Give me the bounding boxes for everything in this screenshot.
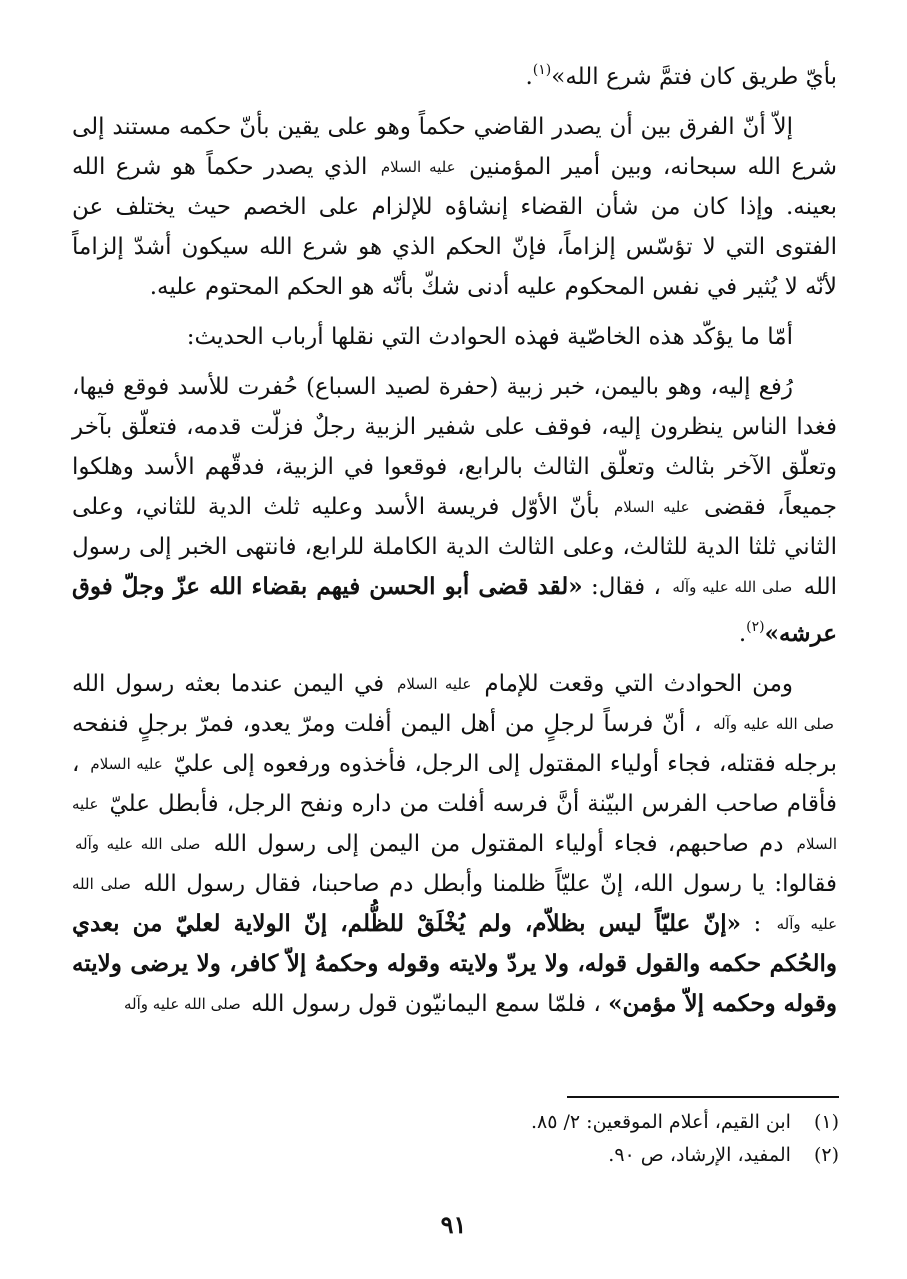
honorific-glyph: صلى الله عليه وآله — [713, 715, 834, 733]
honorific-glyph: عليه السلام — [397, 675, 472, 693]
page-number: ٩١ — [440, 1210, 467, 1239]
honorific-glyph: صلى الله عليه وآله — [124, 995, 241, 1013]
honorific-glyph: عليه السلام — [90, 755, 163, 773]
footnote-text: ابن القيم، أعلام الموقعين: ٢/ ٨٥. — [531, 1111, 791, 1133]
paragraph-horse-incident: ومن الحوادث التي وقعت للإمام عليه السلام في اليمن عندما بعثه رسول الله صلى الله عليه وآله ، أنّ فرساً لرجلٍ من أهل اليمن أفلت ومرّ يعدو، فمرّ برجلٍ فنفحه برجله فقتله، فجاء أولياء المقتول إلى الرجل، فأخذوه ورفعوه إلى عليّ عليه السلام ، فأقام صاحب الفرس البيّنة أنَّ فرسه أفلت من داره ونفح الرجل، فأبطل عليّ عليه السلام دم صاحبهم، فجاء أولياء المقتول من اليمن إلى رسول الله صلى الله عليه وآله فقالوا: يا رسول الله، إنّ عليّاً ظلمنا وأبطل دم صاحبنا، فقال رسول الله صلى الله عليه وآله : «إنّ عليّاً ليس بظلاّم، ولم يُخْلَقْ للظُّلم، إنّ الولاية لعليّ من بعدي والحُكم حكمه والقول قوله، ولا يردّ ولايته وقوله وحكمهُ إلاّ كافر، ولا يرضى ولايته وقوله وحكمه إلاّ مؤمن» ، فلمّا سمع اليمانيّون قول رسول الله صلى الله عليه وآله — [72, 671, 838, 1017]
footnote-item — [139, 1106, 839, 1139]
footnote-ref-2: (٢) — [746, 619, 765, 635]
honorific-glyph: عليه السلام — [614, 498, 690, 516]
paragraph-lion-pit: رُفع إليه، وهو باليمن، خبر زبية (حفرة لصيد السباع) حُفرت للأسد فوقع فيها، فغدا الناس ينظرون إليه، فوقف على شفير الزبية رجلٌ فزلّت قدمه، فتعلّق بآخر وتعلّق الآخر بثالث وتعلّق الثالث بالرابع، فوقعوا في الزبية، فدقّهم الأسد وهلكوا جميعاً، فقضى عليه السلام بأنّ الأوّل فريسة الأسد وعليه ثلث الدية للثاني، وعلى الثاني ثلثا الدية للثالث، وعلى الثالث الدية الكاملة للرابع، فانتهى الخبر إلى رسول الله صلى الله عليه وآله ، فقال: «لقد قضى أبو الحسن فيهم بقضاء الله عزّ وجلّ فوق عرشه»$^{(٢)}$. — [72, 374, 838, 647]
honorific-glyph: صلى الله عليه وآله — [672, 578, 793, 596]
prophet-quote: «لقد قضى أبو الحسن فيهم بقضاء الله عزّ وجلّ فوق عرشه» — [72, 573, 837, 647]
footnote-number: (١) — [813, 1111, 839, 1133]
footnote-divider — [567, 1096, 839, 1098]
footnotes — [139, 1106, 839, 1172]
paragraph-judgement-difference: إلاّ أنّ الفرق بين أن يصدر القاضي حكماً وهو على يقين بأنّ حكمه مستند إلى شرع الله سبحانه، وبين أمير المؤمنين عليه السلام الذي يصدر حكماً هو شرع الله بعينه. وإذا كان من شأن القضاء إنشاؤه للإلزام على الخصم حيث يختلف عن الفتوى التي لا تؤسّس إلزاماً، فإنّ الحكم الذي هو شرع الله سيكون أشدّ إلزاماً لأنّه لا يُثير في نفس المحكوم عليه أدنى شكّ بأنّه هو الحكم المحتوم عليه. — [72, 114, 838, 300]
honorific-glyph: صلى الله عليه وآله — [72, 875, 838, 933]
footnote-number: (٢) — [813, 1144, 839, 1166]
prophet-quote: «إنّ عليّاً ليس بظلاّم، ولم يُخْلَقْ للظُّلم، إنّ الولاية لعليّ من بعدي والحُكم حكمه والقول قوله، ولا يردّ ولايته وقوله وحكمهُ إلاّ كافر، ولا يرضى ولايته وقوله وحكمه إلاّ مؤمن» — [72, 910, 837, 1017]
footnote-text: المفيد، الإرشاد، ص ٩٠. — [608, 1144, 791, 1166]
paragraph-intro-events: أمّا ما يؤكّد هذه الخاصّية فهذه الحوادث التي نقلها أرباب الحديث: — [186, 324, 793, 350]
footnote-item — [139, 1139, 839, 1172]
honorific-glyph: عليه السلام — [380, 158, 456, 176]
paragraph-continuation: بأيّ طريق كان فتمَّ شرع الله»$^{(١)}$. — [525, 62, 837, 90]
honorific-glyph: عليه السلام — [72, 795, 838, 853]
honorific-glyph: صلى الله عليه وآله — [75, 835, 201, 853]
footnote-ref-1: (١) — [532, 62, 552, 78]
